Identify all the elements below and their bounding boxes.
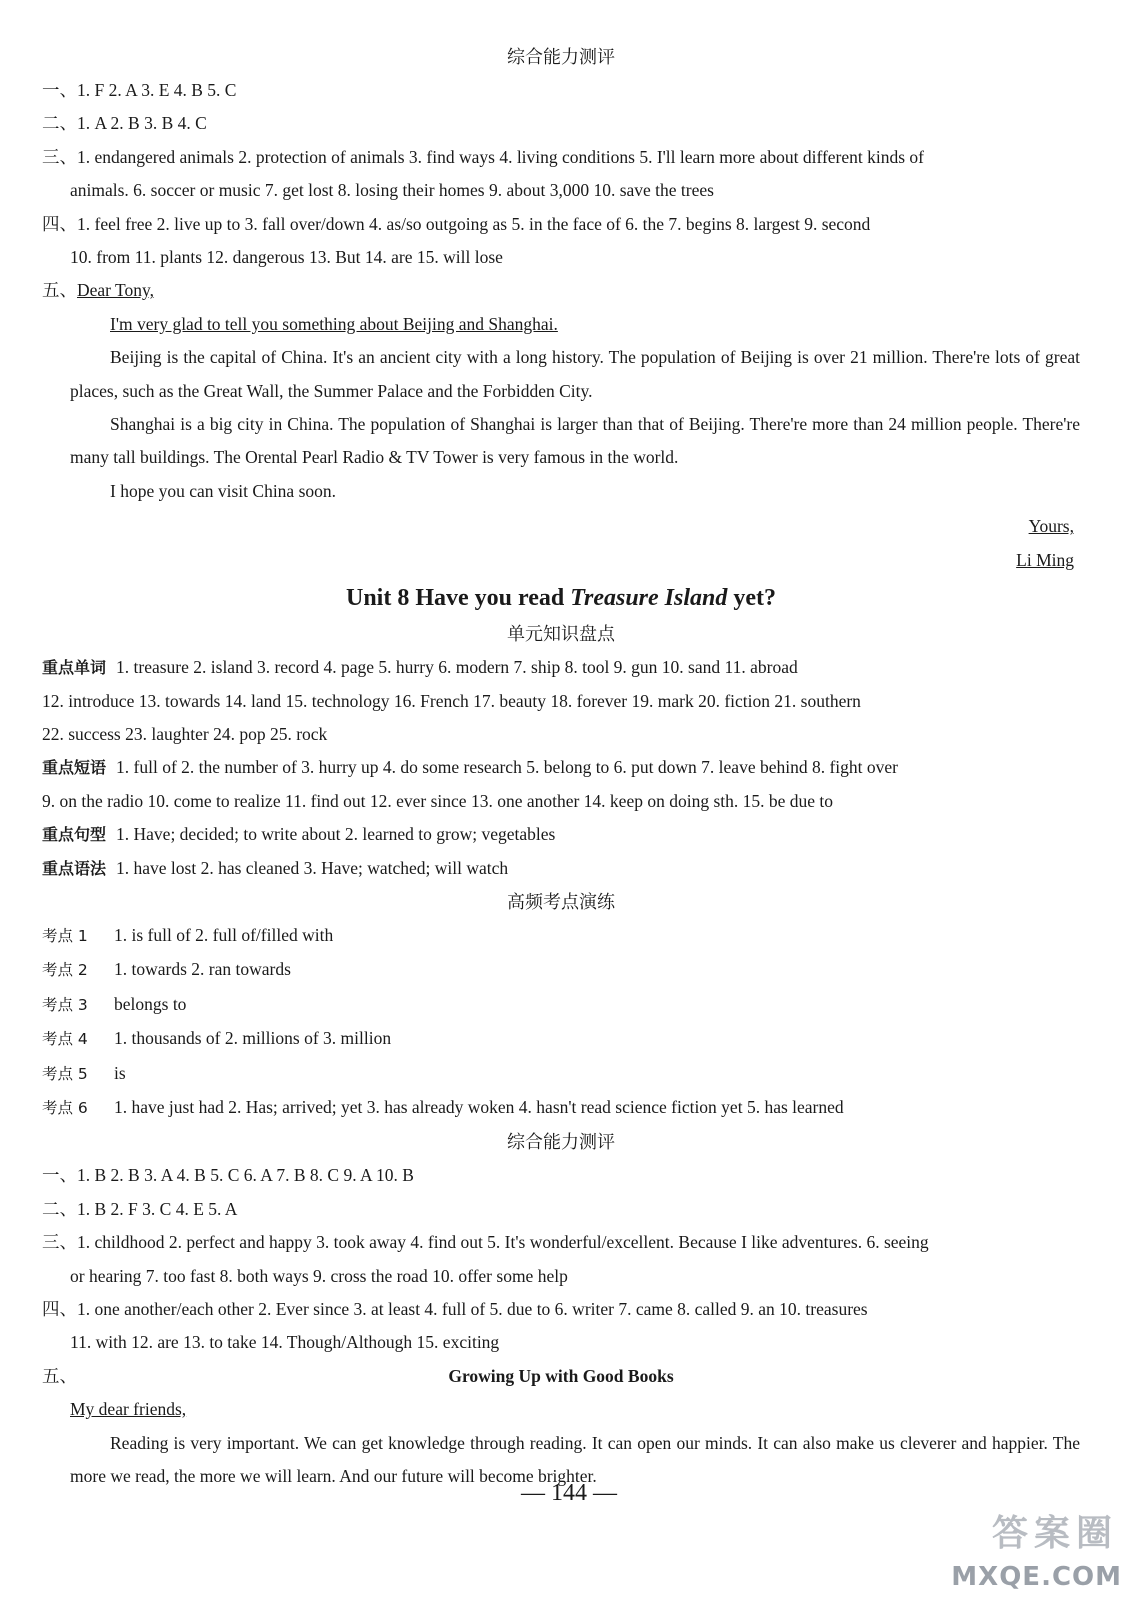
book-title: Treasure Island	[570, 585, 728, 612]
essay-paragraph: Beijing is the capital of China. It's an ancient city with a long history. The population of Beijing is over 21 million. There're lots of great places, such as the Great Wall, the Summer Palace and the Forbidden City.	[70, 347, 1080, 401]
exam-point-label: 考点 6	[42, 1098, 88, 1117]
key-sentences-line: 重点句型 1. Have; decided; to write about 2. learned to grow; vegetables	[42, 824, 556, 845]
exam-point-label: 考点 2	[42, 961, 88, 980]
essay-title-line	[42, 1360, 1080, 1393]
answer-line: 11. with 12. are 13. to take 14. Though/Although 15. exciting	[70, 1332, 500, 1353]
answer-line: 10. from 11. plants 12. dangerous 13. But 14. are 15. will lose	[70, 247, 503, 268]
exam-point-label: 考点 1	[42, 926, 88, 945]
essay-closing-line	[42, 510, 1080, 543]
essay-signature-line	[42, 544, 1080, 577]
answer-line: 二、1. A 2. B 3. B 4. C	[42, 113, 207, 134]
essay-title: Growing Up with Good Books	[448, 1365, 674, 1386]
key-words-label: 重点单词	[42, 658, 107, 678]
answer-line: 12. introduce 13. towards 14. land 15. technology 16. French 17. beauty 18. forever 19. mark 20. fiction 21. southern	[42, 690, 861, 711]
essay-opening-line	[42, 308, 1080, 341]
answer-line: 四、1. one another/each other 2. Ever since 3. at least 4. full of 5. due to 6. writer 7. came 8. called 9. an 10. treasures	[42, 1299, 868, 1319]
answer-line: 一、1. F 2. A 3. E 4. B 5. C	[42, 80, 237, 100]
page-number: — 144 —	[521, 1480, 617, 1506]
answer-line: or hearing 7. too fast 8. both ways 9. cross the road 10. offer some help	[70, 1265, 568, 1286]
watermark-url: MXQE.COM	[951, 1562, 1122, 1592]
exam-point-line: 考点 3 belongs to	[42, 988, 1080, 1022]
essay-closing: Yours,	[1028, 516, 1074, 537]
exam-point-line: 考点 1 1. is full of 2. full of/filled with	[42, 919, 1080, 953]
exam-point-label: 考点 5	[42, 1064, 88, 1083]
section-number: 五、	[42, 280, 77, 301]
key-grammar-line: 重点语法 1. have lost 2. has cleaned 3. Have; watched; will watch	[42, 857, 509, 878]
key-phrases-label: 重点短语	[42, 758, 107, 778]
section-heading-comprehensive: 综合能力测评	[507, 47, 615, 67]
essay-opening: I'm very glad to tell you something about Beijing and Shanghai.	[110, 313, 558, 334]
section-number: 五、	[42, 1365, 77, 1386]
essay-paragraph: I hope you can visit China soon.	[110, 480, 337, 501]
essay-greeting: My dear friends,	[70, 1399, 187, 1420]
answer-line: 一、1. B 2. B 3. A 4. B 5. C 6. A 7. B 8. C 9. A 10. B	[42, 1165, 414, 1186]
key-grammar-label: 重点语法	[42, 858, 107, 878]
answer-line: 9. on the radio 10. come to realize 11. find out 12. ever since 13. one another 14. keep on doing sth. 15. be due to	[42, 790, 834, 811]
essay-greeting: Dear Tony,	[77, 280, 155, 301]
answer-line: 三、1. childhood 2. perfect and happy 3. took away 4. find out 5. It's wonderful/excellent. Because I like adventures. 6. seeing	[42, 1232, 929, 1253]
exam-point-line: 考点 5 is	[42, 1057, 1080, 1091]
unit-title: Unit 8 Have you read Treasure Island yet?	[345, 585, 777, 612]
section-heading-knowledge: 单元知识盘点	[507, 624, 615, 645]
essay-greeting-line	[42, 274, 1080, 307]
essay-paragraph: Shanghai is a big city in China. The population of Shanghai is larger than that of Beijing. There're more than 24 million people. There're many tall buildings. The Orental Pearl Radio & TV Tower is very famous in the world.	[70, 414, 1080, 468]
answer-line: 22. success 23. laughter 24. pop 25. rock	[42, 723, 328, 744]
key-words-line: 重点单词 1. treasure 2. island 3. record 4. page 5. hurry 6. modern 7. ship 8. tool 9. gun 10. sand 11. abroad	[42, 657, 798, 678]
answer-line: 三、1. endangered animals 2. protection of animals 3. find ways 4. living conditions 5. I'll learn more about different kinds of	[42, 146, 925, 167]
essay-signature: Li Ming	[1016, 549, 1074, 570]
essay-paragraph: Reading is very important. We can get knowledge through reading. It can open our minds. It can also make us cleverer and happier. The more we read, the more we will learn. And our future will become brighter.	[70, 1432, 1080, 1487]
section-heading-exam-points: 高频考点演练	[507, 891, 615, 912]
key-sentences-label: 重点句型	[42, 825, 107, 845]
answer-line: animals. 6. soccer or music 7. get lost 8. losing their homes 9. about 3,000 10. save the trees	[70, 180, 714, 201]
essay-greeting-line	[42, 1393, 1080, 1426]
exam-point-label: 考点 4	[42, 1030, 88, 1049]
section-heading-comprehensive: 综合能力测评	[507, 1132, 615, 1153]
key-phrases-line: 重点短语 1. full of 2. the number of 3. hurry up 4. do some research 5. belong to 6. put down 7. leave behind 8. fight over	[42, 757, 898, 778]
answer-line: 四、1. feel free 2. live up to 3. fall over/down 4. as/so outgoing as 5. in the face of 6. the 7. begins 8. largest 9. second	[42, 213, 871, 234]
answer-line: 二、1. B 2. F 3. C 4. E 5. A	[42, 1198, 238, 1219]
watermark-logo: 答案圈	[991, 1513, 1118, 1554]
exam-point-label: 考点 3	[42, 995, 88, 1014]
exam-point-line: 考点 6 1. have just had 2. Has; arrived; yet 3. has already woken 4. hasn't read science fiction yet 5. has learned	[42, 1091, 1080, 1125]
exam-point-line: 考点 2 1. towards 2. ran towards	[42, 953, 1080, 987]
exam-point-line: 考点 4 1. thousands of 2. millions of 3. million	[42, 1022, 1080, 1056]
